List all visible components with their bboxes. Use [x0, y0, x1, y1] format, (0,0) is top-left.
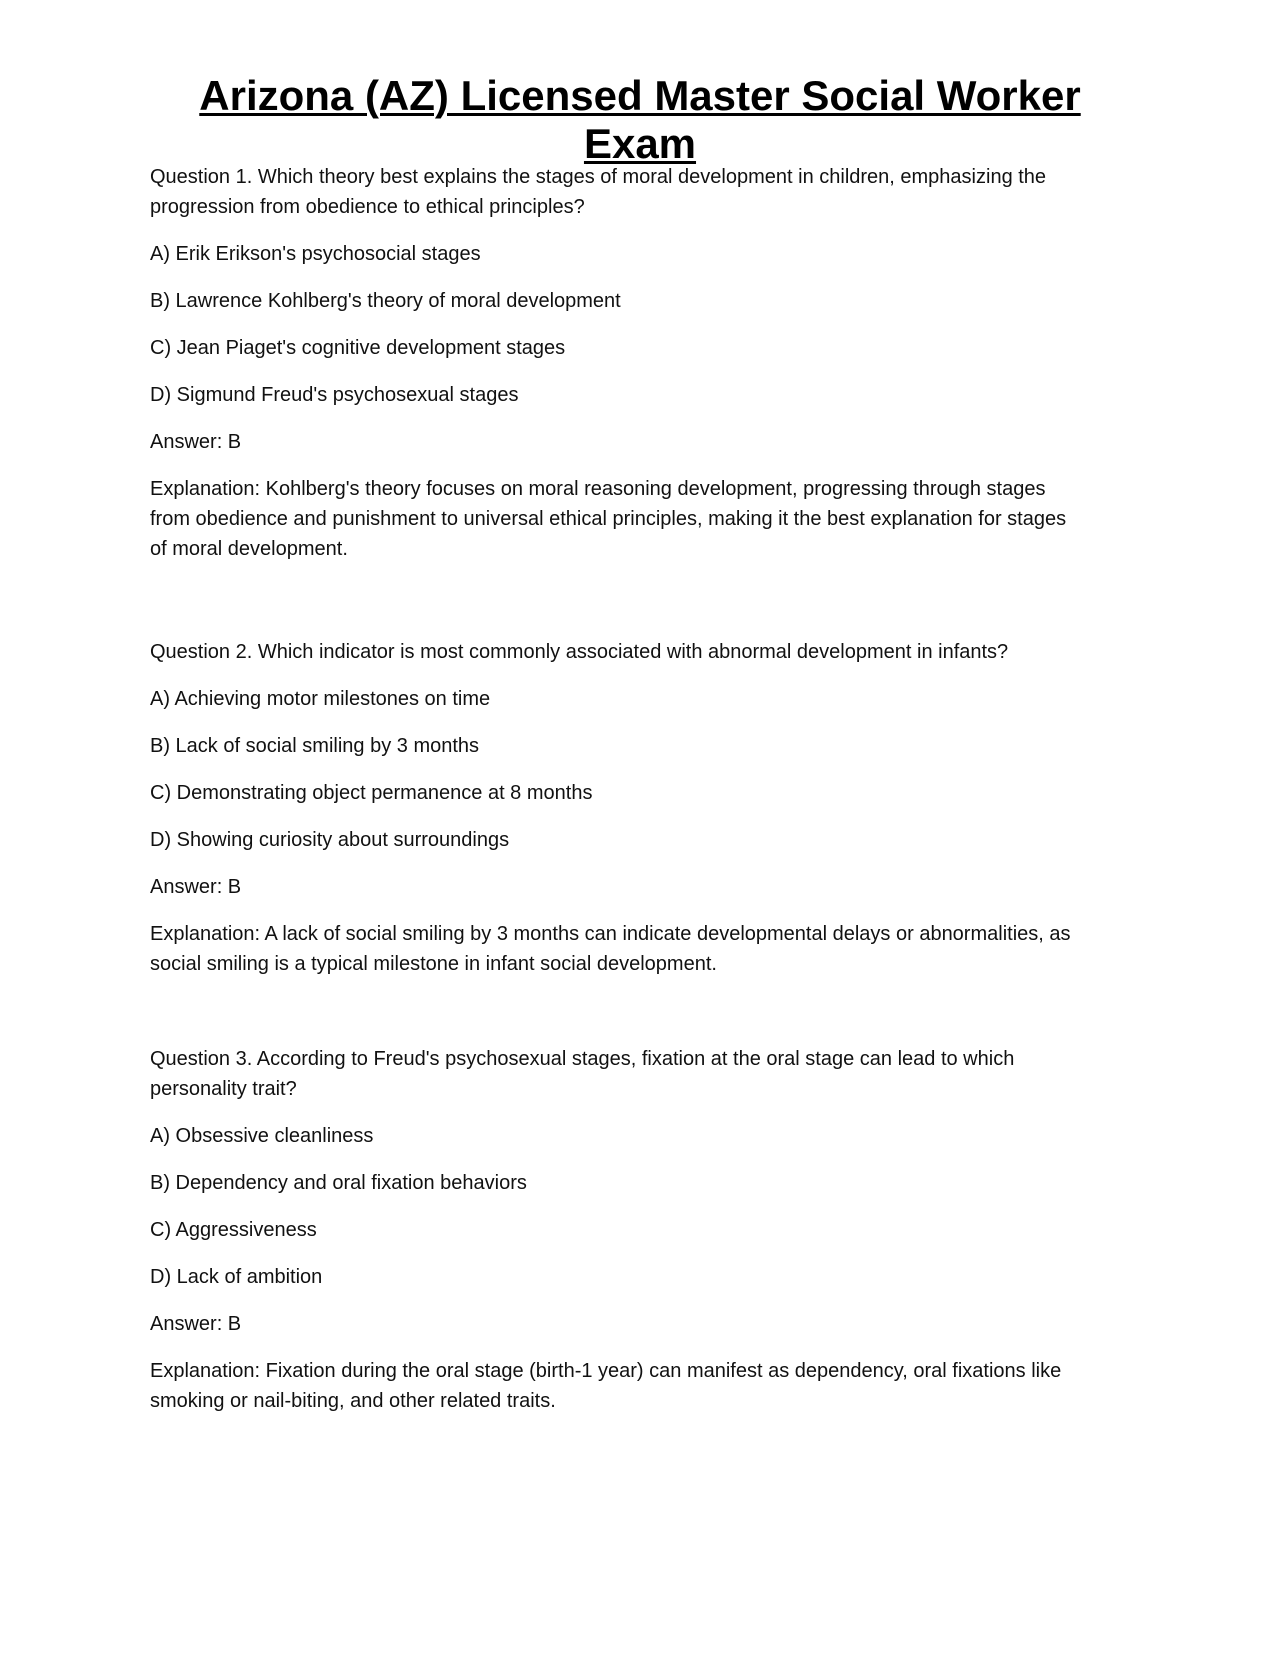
title-line-1: Arizona (AZ) Licensed Master Social Worker	[199, 72, 1081, 119]
explanation-text	[150, 474, 1150, 564]
answer-text: Answer: B	[150, 876, 242, 898]
question-line: personality trait?	[150, 1078, 297, 1100]
option-b: B) Lawrence Kohlberg's theory of moral development	[150, 290, 621, 312]
option-a: A) Achieving motor milestones on time	[150, 688, 491, 710]
explanation-line: smoking or nail-biting, and other related traits.	[150, 1390, 556, 1412]
option-a: A) Erik Erikson's psychosocial stages	[150, 243, 481, 265]
explanation-line: of moral development.	[150, 538, 348, 560]
question-block-3	[150, 1044, 1150, 1416]
explanation-line: Explanation: Fixation during the oral stage (birth-1 year) can manifest as dependency, oral fixations like	[150, 1360, 1062, 1382]
option-a: A) Obsessive cleanliness	[150, 1125, 374, 1147]
option-d: D) Sigmund Freud's psychosexual stages	[150, 384, 519, 406]
explanation-text	[150, 1356, 1150, 1416]
title-line-2: Exam	[583, 120, 697, 167]
question-text	[150, 162, 1150, 222]
question-text	[150, 1044, 1150, 1104]
explanation-line: Explanation: Kohlberg's theory focuses on moral reasoning development, progressing through stages	[150, 478, 1046, 500]
explanation-line: Explanation: A lack of social smiling by 3 months can indicate developmental delays or abnormalities, as	[150, 923, 1071, 945]
question-line: Question 2. Which indicator is most commonly associated with abnormal development in infants?	[150, 641, 1009, 663]
question-block-2	[150, 637, 1150, 979]
option-c: C) Aggressiveness	[150, 1219, 317, 1241]
explanation-line: from obedience and punishment to universal ethical principles, making it the best explanation for stages	[150, 508, 1067, 530]
question-text	[150, 637, 1150, 667]
explanation-text	[150, 919, 1150, 979]
question-line: Question 1. Which theory best explains the stages of moral development in children, emphasizing the	[150, 166, 1047, 188]
document-title	[150, 72, 1130, 168]
option-b: B) Lack of social smiling by 3 months	[150, 735, 480, 757]
answer-text: Answer: B	[150, 1313, 242, 1335]
question-line: Question 3. According to Freud's psychosexual stages, fixation at the oral stage can lead to which	[150, 1048, 1015, 1070]
option-d: D) Showing curiosity about surroundings	[150, 829, 510, 851]
option-c: C) Jean Piaget's cognitive development stages	[150, 337, 566, 359]
answer-text: Answer: B	[150, 431, 242, 453]
question-line: progression from obedience to ethical principles?	[150, 196, 585, 218]
option-c: C) Demonstrating object permanence at 8 months	[150, 782, 593, 804]
question-block-1	[150, 162, 1150, 564]
explanation-line: social smiling is a typical milestone in infant social development.	[150, 953, 717, 975]
option-d: D) Lack of ambition	[150, 1266, 323, 1288]
option-b: B) Dependency and oral fixation behaviors	[150, 1172, 527, 1194]
